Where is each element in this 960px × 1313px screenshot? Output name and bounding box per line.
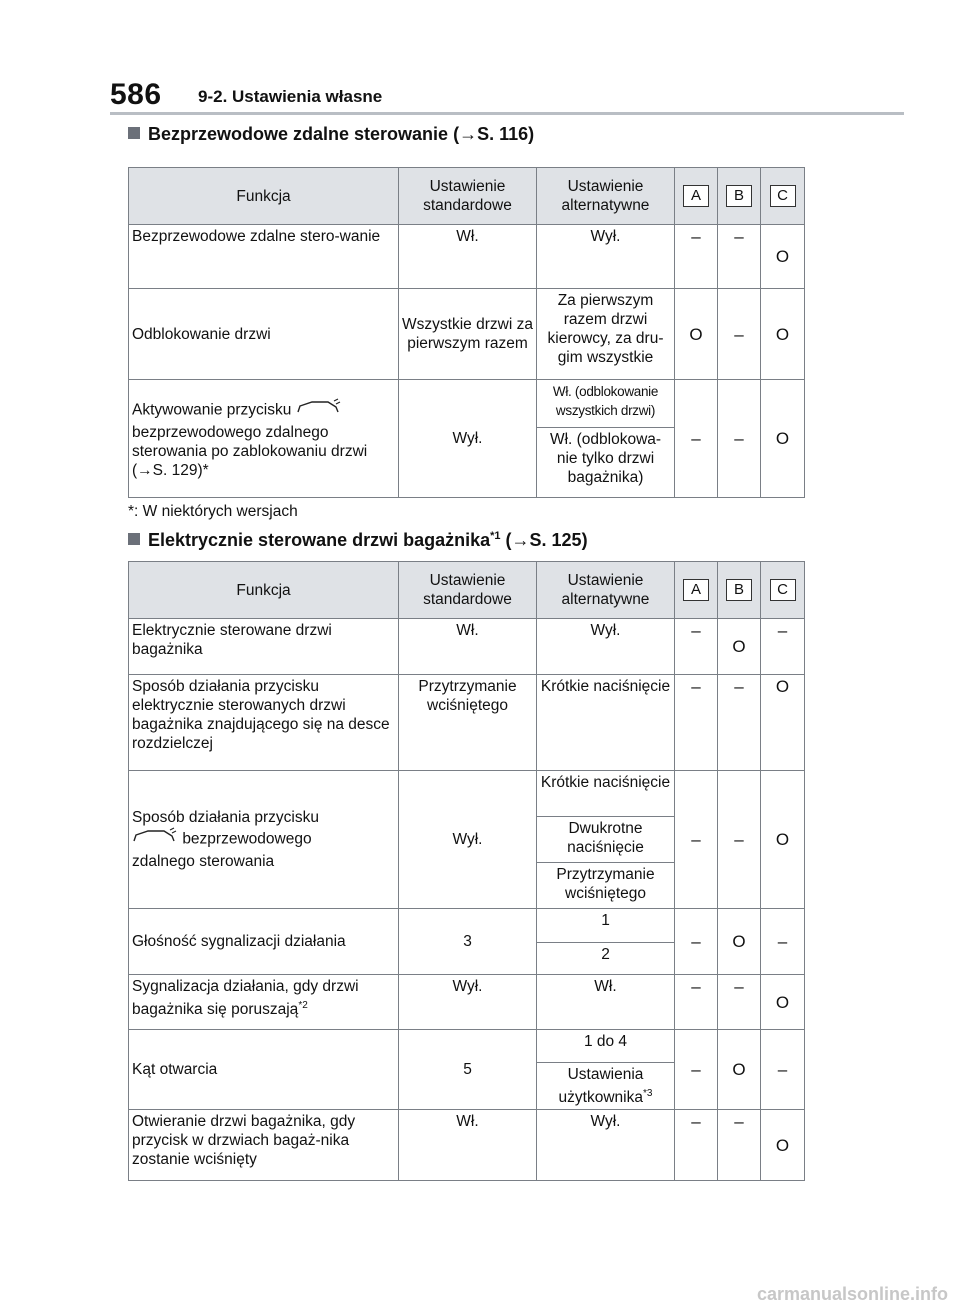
mark-c: – — [761, 1030, 805, 1110]
mark-b: – — [718, 1110, 761, 1181]
alternative-cell: Krótkie naciśnięcie — [537, 675, 675, 771]
alternative-cell: Za pierwszym razem drzwi kierowcy, za dru-gim wszystkie — [537, 289, 675, 380]
mark-a: – — [675, 380, 718, 498]
mark-a: O — [675, 289, 718, 380]
function-cell: Otwieranie drzwi bagażnika, gdy przycisk w drzwiach bagaż-nika zostanie wciśnięty — [129, 1110, 399, 1181]
chapter-title: 9-2. Ustawienia własne — [198, 87, 383, 106]
function-cell: Odblokowanie drzwi — [129, 289, 399, 380]
table-row — [129, 675, 805, 771]
col-function: Funkcja — [129, 168, 399, 225]
mark-c: O — [761, 289, 805, 380]
table-row — [129, 289, 805, 380]
function-cell: Sposób działania przycisku bezprzewodowego zdalnego sterowania — [129, 771, 399, 909]
mark-b: – — [718, 975, 761, 1030]
alternative-cell: Dwukrotne naciśnięcie — [537, 817, 675, 863]
col-a: A — [683, 185, 709, 207]
alternative-cell: Ustawienia użytkownika$^{*3}$ — [537, 1063, 675, 1110]
default-cell: Wył. — [399, 975, 537, 1030]
col-default: Ustawienie standardowe — [399, 562, 537, 619]
col-alternative: Ustawienie alternatywne — [537, 562, 675, 619]
alternative-cell: Wł. — [537, 975, 675, 1030]
table-remote-control — [128, 167, 805, 498]
table-power-back-door — [128, 561, 805, 1181]
car-back-door-icon — [296, 398, 342, 423]
col-c: C — [770, 185, 796, 207]
mark-c: – — [761, 909, 805, 975]
table-row — [129, 1030, 805, 1063]
alternative-cell: Krótkie naciśnięcie — [537, 771, 675, 817]
col-alternative: Ustawienie alternatywne — [537, 168, 675, 225]
alternative-cell: Wył. — [537, 619, 675, 675]
table-row — [129, 975, 805, 1030]
mark-b: O — [718, 909, 761, 975]
default-cell: Wył. — [399, 380, 537, 498]
col-default: Ustawienie standardowe — [399, 168, 537, 225]
table-row — [129, 380, 805, 428]
section-heading-remote: Bezprzewodowe zdalne sterowanie (→S. 116) — [128, 124, 534, 145]
col-c: C — [770, 579, 796, 601]
mark-c: O — [761, 675, 805, 771]
col-b: B — [726, 185, 752, 207]
default-cell: Wł. — [399, 1110, 537, 1181]
mark-c: O — [761, 771, 805, 909]
function-cell: Sygnalizacja działania, gdy drzwi bagażnika się poruszają$^{*2}$ — [129, 975, 399, 1030]
mark-c: O — [761, 975, 805, 1030]
alternative-cell: Przytrzymanie wciśniętego — [537, 863, 675, 909]
default-cell: Wł. — [399, 619, 537, 675]
function-cell: Kąt otwarcia — [129, 1030, 399, 1110]
default-cell: Wł. — [399, 225, 537, 289]
square-bullet-icon — [128, 533, 140, 545]
mark-a: – — [675, 909, 718, 975]
mark-b: – — [718, 771, 761, 909]
mark-a: – — [675, 975, 718, 1030]
header-divider — [110, 112, 904, 115]
table-row — [129, 619, 805, 675]
mark-a: – — [675, 1110, 718, 1181]
mark-b: O — [718, 619, 761, 675]
mark-c: O — [761, 380, 805, 498]
watermark: carmanualsonline.info — [756, 1284, 948, 1304]
function-cell: Głośność sygnalizacji działania — [129, 909, 399, 975]
alternative-cell: Wł. (odblokowanie wszystkich drzwi) — [537, 380, 675, 428]
alternative-cell: Wył. — [537, 225, 675, 289]
mark-a: – — [675, 619, 718, 675]
mark-a: – — [675, 225, 718, 289]
page-number: 586 — [110, 78, 162, 111]
table-row — [129, 1110, 805, 1181]
default-cell: Wył. — [399, 771, 537, 909]
mark-b: – — [718, 380, 761, 498]
col-b: B — [726, 579, 752, 601]
car-back-door-icon — [132, 827, 178, 852]
square-bullet-icon — [128, 127, 140, 139]
default-cell: Wszystkie drzwi za pierwszym razem — [399, 289, 537, 380]
default-cell: Przytrzymanie wciśniętego — [399, 675, 537, 771]
mark-b: – — [718, 289, 761, 380]
alternative-cell: Wł. (odblokowa-nie tylko drzwi bagażnika) — [537, 428, 675, 498]
alternative-cell: 1 do 4 — [537, 1030, 675, 1063]
mark-b: – — [718, 675, 761, 771]
alternative-cell: 2 — [537, 943, 675, 975]
mark-a: – — [675, 1030, 718, 1110]
function-cell: Sposób działania przycisku elektrycznie sterowanych drzwi bagażnika znajdującego się na desce rozdzielczej — [129, 675, 399, 771]
default-cell: 3 — [399, 909, 537, 975]
col-function: Funkcja — [129, 562, 399, 619]
table-row — [129, 909, 805, 943]
mark-b: – — [718, 225, 761, 289]
function-cell: Bezprzewodowe zdalne stero-wanie — [129, 225, 399, 289]
mark-b: O — [718, 1030, 761, 1110]
mark-a: – — [675, 771, 718, 909]
footnote: *: W niektórych wersjach — [128, 503, 298, 520]
table-header-row — [129, 562, 805, 619]
function-cell: Aktywowanie przycisku bezprzewodowego zdalnego sterowania po zablokowaniu drzwi (→S. 129)* — [129, 380, 399, 498]
section-heading-power-door: Elektrycznie sterowane drzwi bagażnika$^{*1}$ (→S. 125) — [128, 530, 588, 551]
mark-c: – — [761, 619, 805, 675]
alternative-cell: Wył. — [537, 1110, 675, 1181]
table-row — [129, 771, 805, 817]
col-a: A — [683, 579, 709, 601]
function-cell: Elektrycznie sterowane drzwi bagażnika — [129, 619, 399, 675]
mark-a: – — [675, 675, 718, 771]
table-row — [129, 225, 805, 289]
alternative-cell: 1 — [537, 909, 675, 943]
mark-c: O — [761, 225, 805, 289]
default-cell: 5 — [399, 1030, 537, 1110]
mark-c: O — [761, 1110, 805, 1181]
table-header-row — [129, 168, 805, 225]
